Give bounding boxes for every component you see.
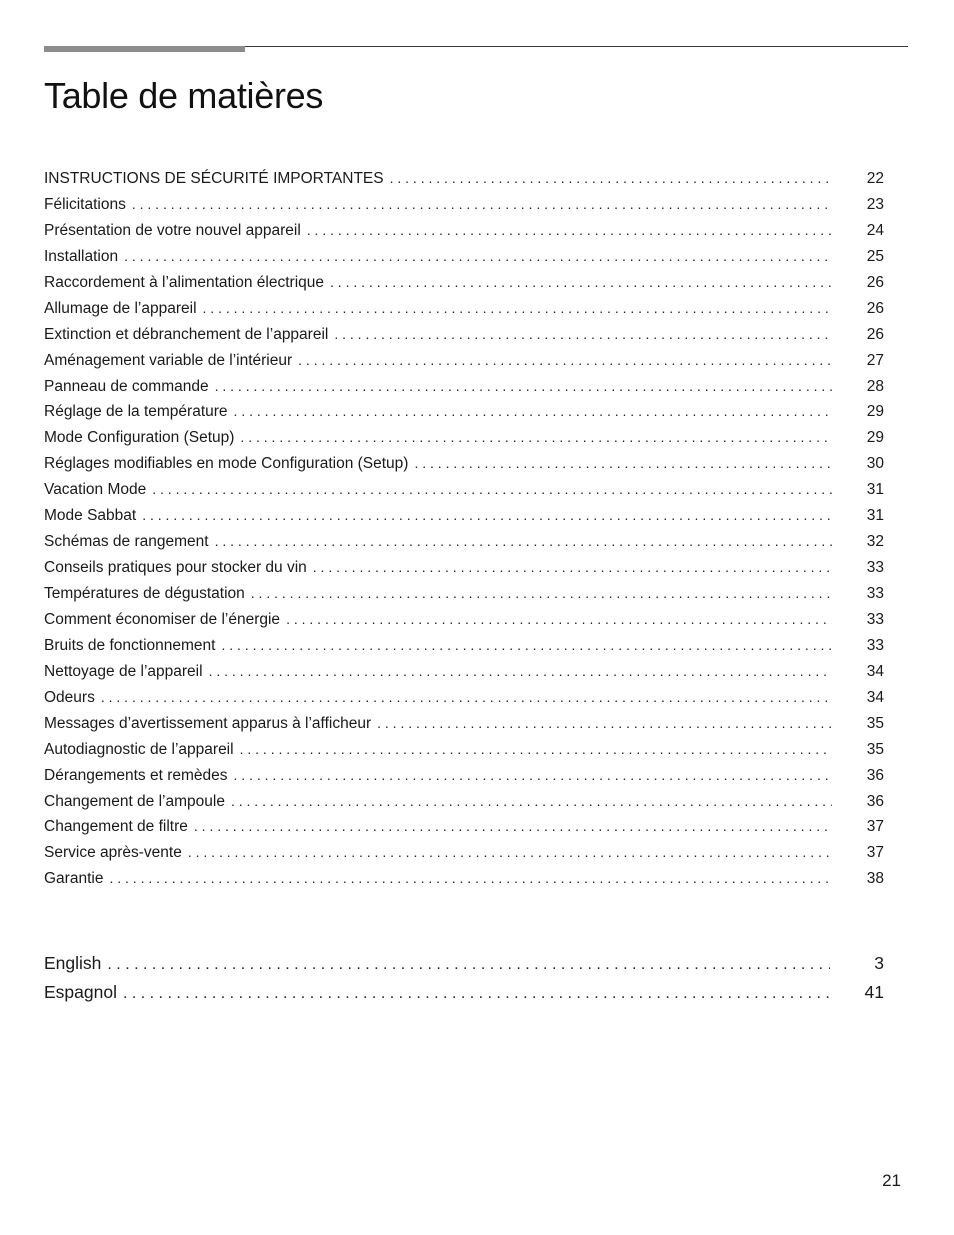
dot-leader xyxy=(142,503,832,529)
toc-entry-label: Bruits de fonctionnement xyxy=(44,636,216,654)
toc-entry-label: Panneau de commande xyxy=(44,377,209,395)
toc-entry-label: Vacation Mode xyxy=(44,481,147,499)
dot-leader xyxy=(377,711,832,737)
page-title: Table de matières xyxy=(44,75,324,116)
toc-entry[interactable] xyxy=(44,399,884,425)
header-accent-bar xyxy=(44,46,245,52)
toc-entry-page: 33 xyxy=(866,585,884,602)
toc-entry-page: 31 xyxy=(866,481,884,499)
dot-leader xyxy=(414,451,832,477)
dot-leader xyxy=(313,555,832,581)
toc-entry[interactable] xyxy=(44,322,884,348)
toc-entry[interactable] xyxy=(44,348,884,374)
dot-leader xyxy=(188,840,832,866)
language-entry-page: 41 xyxy=(864,981,884,1002)
dot-leader xyxy=(307,218,832,244)
toc-entry[interactable] xyxy=(44,789,884,815)
toc-entry[interactable] xyxy=(44,218,884,244)
toc-entry-label: Schémas de rangement xyxy=(44,533,209,551)
toc-entry-page: 32 xyxy=(866,533,884,551)
toc-entry-page: 37 xyxy=(866,818,884,836)
dot-leader xyxy=(152,477,832,503)
toc-entry[interactable] xyxy=(44,866,884,892)
toc-entry-label: Dérangements et remèdes xyxy=(44,766,228,784)
toc-entry[interactable] xyxy=(44,814,884,840)
toc-entry-label: Mode Configuration (Setup) xyxy=(44,429,235,447)
language-entry-label: English xyxy=(44,953,102,973)
toc-entry-label: Messages d’avertissement apparus à l’afficheur xyxy=(44,714,372,732)
toc-entry-page: 36 xyxy=(866,766,884,784)
toc-entry[interactable] xyxy=(44,477,884,503)
toc-entry-page: 28 xyxy=(866,377,884,395)
toc-entry[interactable] xyxy=(44,840,884,866)
toc-entry-label: Nettoyage de l’appareil xyxy=(44,662,203,680)
dot-leader xyxy=(240,425,832,451)
toc-entry-label: Changement de filtre xyxy=(44,818,188,836)
toc-entry-label: Odeurs xyxy=(44,688,95,706)
toc-entry-label: Comment économiser de l’énergie xyxy=(44,610,281,628)
page-number: 21 xyxy=(882,1171,901,1190)
toc-entry-page: 30 xyxy=(866,455,884,473)
toc-entry-label: Présentation de votre nouvel appareil xyxy=(44,221,301,239)
dot-leader xyxy=(194,814,832,840)
dot-leader xyxy=(234,399,832,425)
toc-entry[interactable] xyxy=(44,529,884,555)
toc-entry-page: 23 xyxy=(866,195,884,213)
dot-leader xyxy=(298,348,832,374)
toc-entry-label: Aménagement variable de l’intérieur xyxy=(44,351,293,369)
language-entry-page: 3 xyxy=(874,953,884,973)
dot-leader xyxy=(107,951,830,980)
language-entry-label: Espagnol xyxy=(44,981,117,1002)
toc-entry-page: 34 xyxy=(866,688,884,706)
toc-entry[interactable] xyxy=(44,633,884,659)
toc-entry[interactable] xyxy=(44,166,884,192)
toc-entry[interactable] xyxy=(44,374,884,400)
toc-entry-label: Raccordement à l’alimentation électrique xyxy=(44,273,325,291)
language-entry[interactable] xyxy=(44,949,884,978)
language-entry[interactable] xyxy=(44,978,884,1007)
dot-leader xyxy=(203,296,832,322)
language-index xyxy=(44,949,884,1006)
dot-leader xyxy=(221,633,832,659)
toc-entry-page: 24 xyxy=(866,221,884,239)
dot-leader xyxy=(234,763,832,789)
toc-entry-label: Températures de dégustation xyxy=(44,585,245,602)
toc-entry[interactable] xyxy=(44,555,884,581)
dot-leader xyxy=(251,581,832,607)
toc-entry[interactable] xyxy=(44,607,884,633)
toc-entry[interactable] xyxy=(44,244,884,270)
toc-entry-label: Installation xyxy=(44,247,119,265)
toc-entry[interactable] xyxy=(44,296,884,322)
toc-entry-page: 37 xyxy=(866,844,884,862)
toc-entry-page: 34 xyxy=(866,662,884,680)
toc-entry[interactable] xyxy=(44,270,884,296)
dot-leader xyxy=(101,685,832,711)
toc-entry-page: 35 xyxy=(866,740,884,758)
dot-leader xyxy=(132,192,832,218)
toc-entry-label: Réglage de la température xyxy=(44,403,228,421)
toc-entry-page: 33 xyxy=(866,559,884,577)
toc-entry-page: 31 xyxy=(866,507,884,525)
toc-entry-page: 22 xyxy=(866,170,884,187)
toc-entry-page: 33 xyxy=(866,610,884,628)
dot-leader xyxy=(231,789,832,815)
toc-entry[interactable] xyxy=(44,659,884,685)
toc-entry[interactable] xyxy=(44,581,884,607)
toc-entry-label: Allumage de l’appareil xyxy=(44,299,197,317)
toc-entry-label: Conseils pratiques pour stocker du vin xyxy=(44,559,307,577)
dot-leader xyxy=(330,270,832,296)
toc-entry[interactable] xyxy=(44,763,884,789)
dot-leader xyxy=(286,607,832,633)
toc-entry-label: Autodiagnostic de l’appareil xyxy=(44,740,234,758)
dot-leader xyxy=(124,244,832,270)
toc-entry-page: 26 xyxy=(866,299,884,317)
toc-entry-page: 33 xyxy=(866,636,884,654)
toc-entry-label: INSTRUCTIONS DE SÉCURITÉ IMPORTANTES xyxy=(44,170,384,187)
toc-entry[interactable] xyxy=(44,425,884,451)
dot-leader xyxy=(390,166,832,192)
toc-entry-page: 27 xyxy=(866,351,884,369)
toc-entry[interactable] xyxy=(44,685,884,711)
toc-entry-label: Félicitations xyxy=(44,195,126,213)
toc-entry[interactable] xyxy=(44,451,884,477)
toc-entry-page: 29 xyxy=(866,429,884,447)
table-of-contents xyxy=(44,166,884,892)
dot-leader xyxy=(215,529,832,555)
toc-entry-label: Mode Sabbat xyxy=(44,507,137,525)
dot-leader xyxy=(109,866,832,892)
dot-leader xyxy=(215,374,832,400)
toc-entry-page: 26 xyxy=(866,273,884,291)
toc-entry[interactable] xyxy=(44,737,884,763)
toc-entry-page: 25 xyxy=(866,247,884,265)
toc-entry-page: 26 xyxy=(866,325,884,343)
toc-entry-label: Service après-vente xyxy=(44,844,182,862)
toc-entry-page: 36 xyxy=(866,792,884,810)
dot-leader xyxy=(240,737,832,763)
dot-leader xyxy=(334,322,832,348)
toc-entry[interactable] xyxy=(44,503,884,529)
toc-entry-page: 38 xyxy=(866,870,884,888)
toc-entry[interactable] xyxy=(44,711,884,737)
toc-entry-label: Garantie xyxy=(44,870,104,888)
toc-entry-label: Extinction et débranchement de l’appareil xyxy=(44,325,329,343)
toc-entry-label: Changement de l’ampoule xyxy=(44,792,225,810)
toc-entry[interactable] xyxy=(44,192,884,218)
dot-leader xyxy=(123,980,830,1009)
toc-entry-label: Réglages modifiables en mode Configuration (Setup) xyxy=(44,455,409,473)
dot-leader xyxy=(209,659,832,685)
toc-entry-page: 35 xyxy=(866,714,884,732)
toc-entry-page: 29 xyxy=(866,403,884,421)
